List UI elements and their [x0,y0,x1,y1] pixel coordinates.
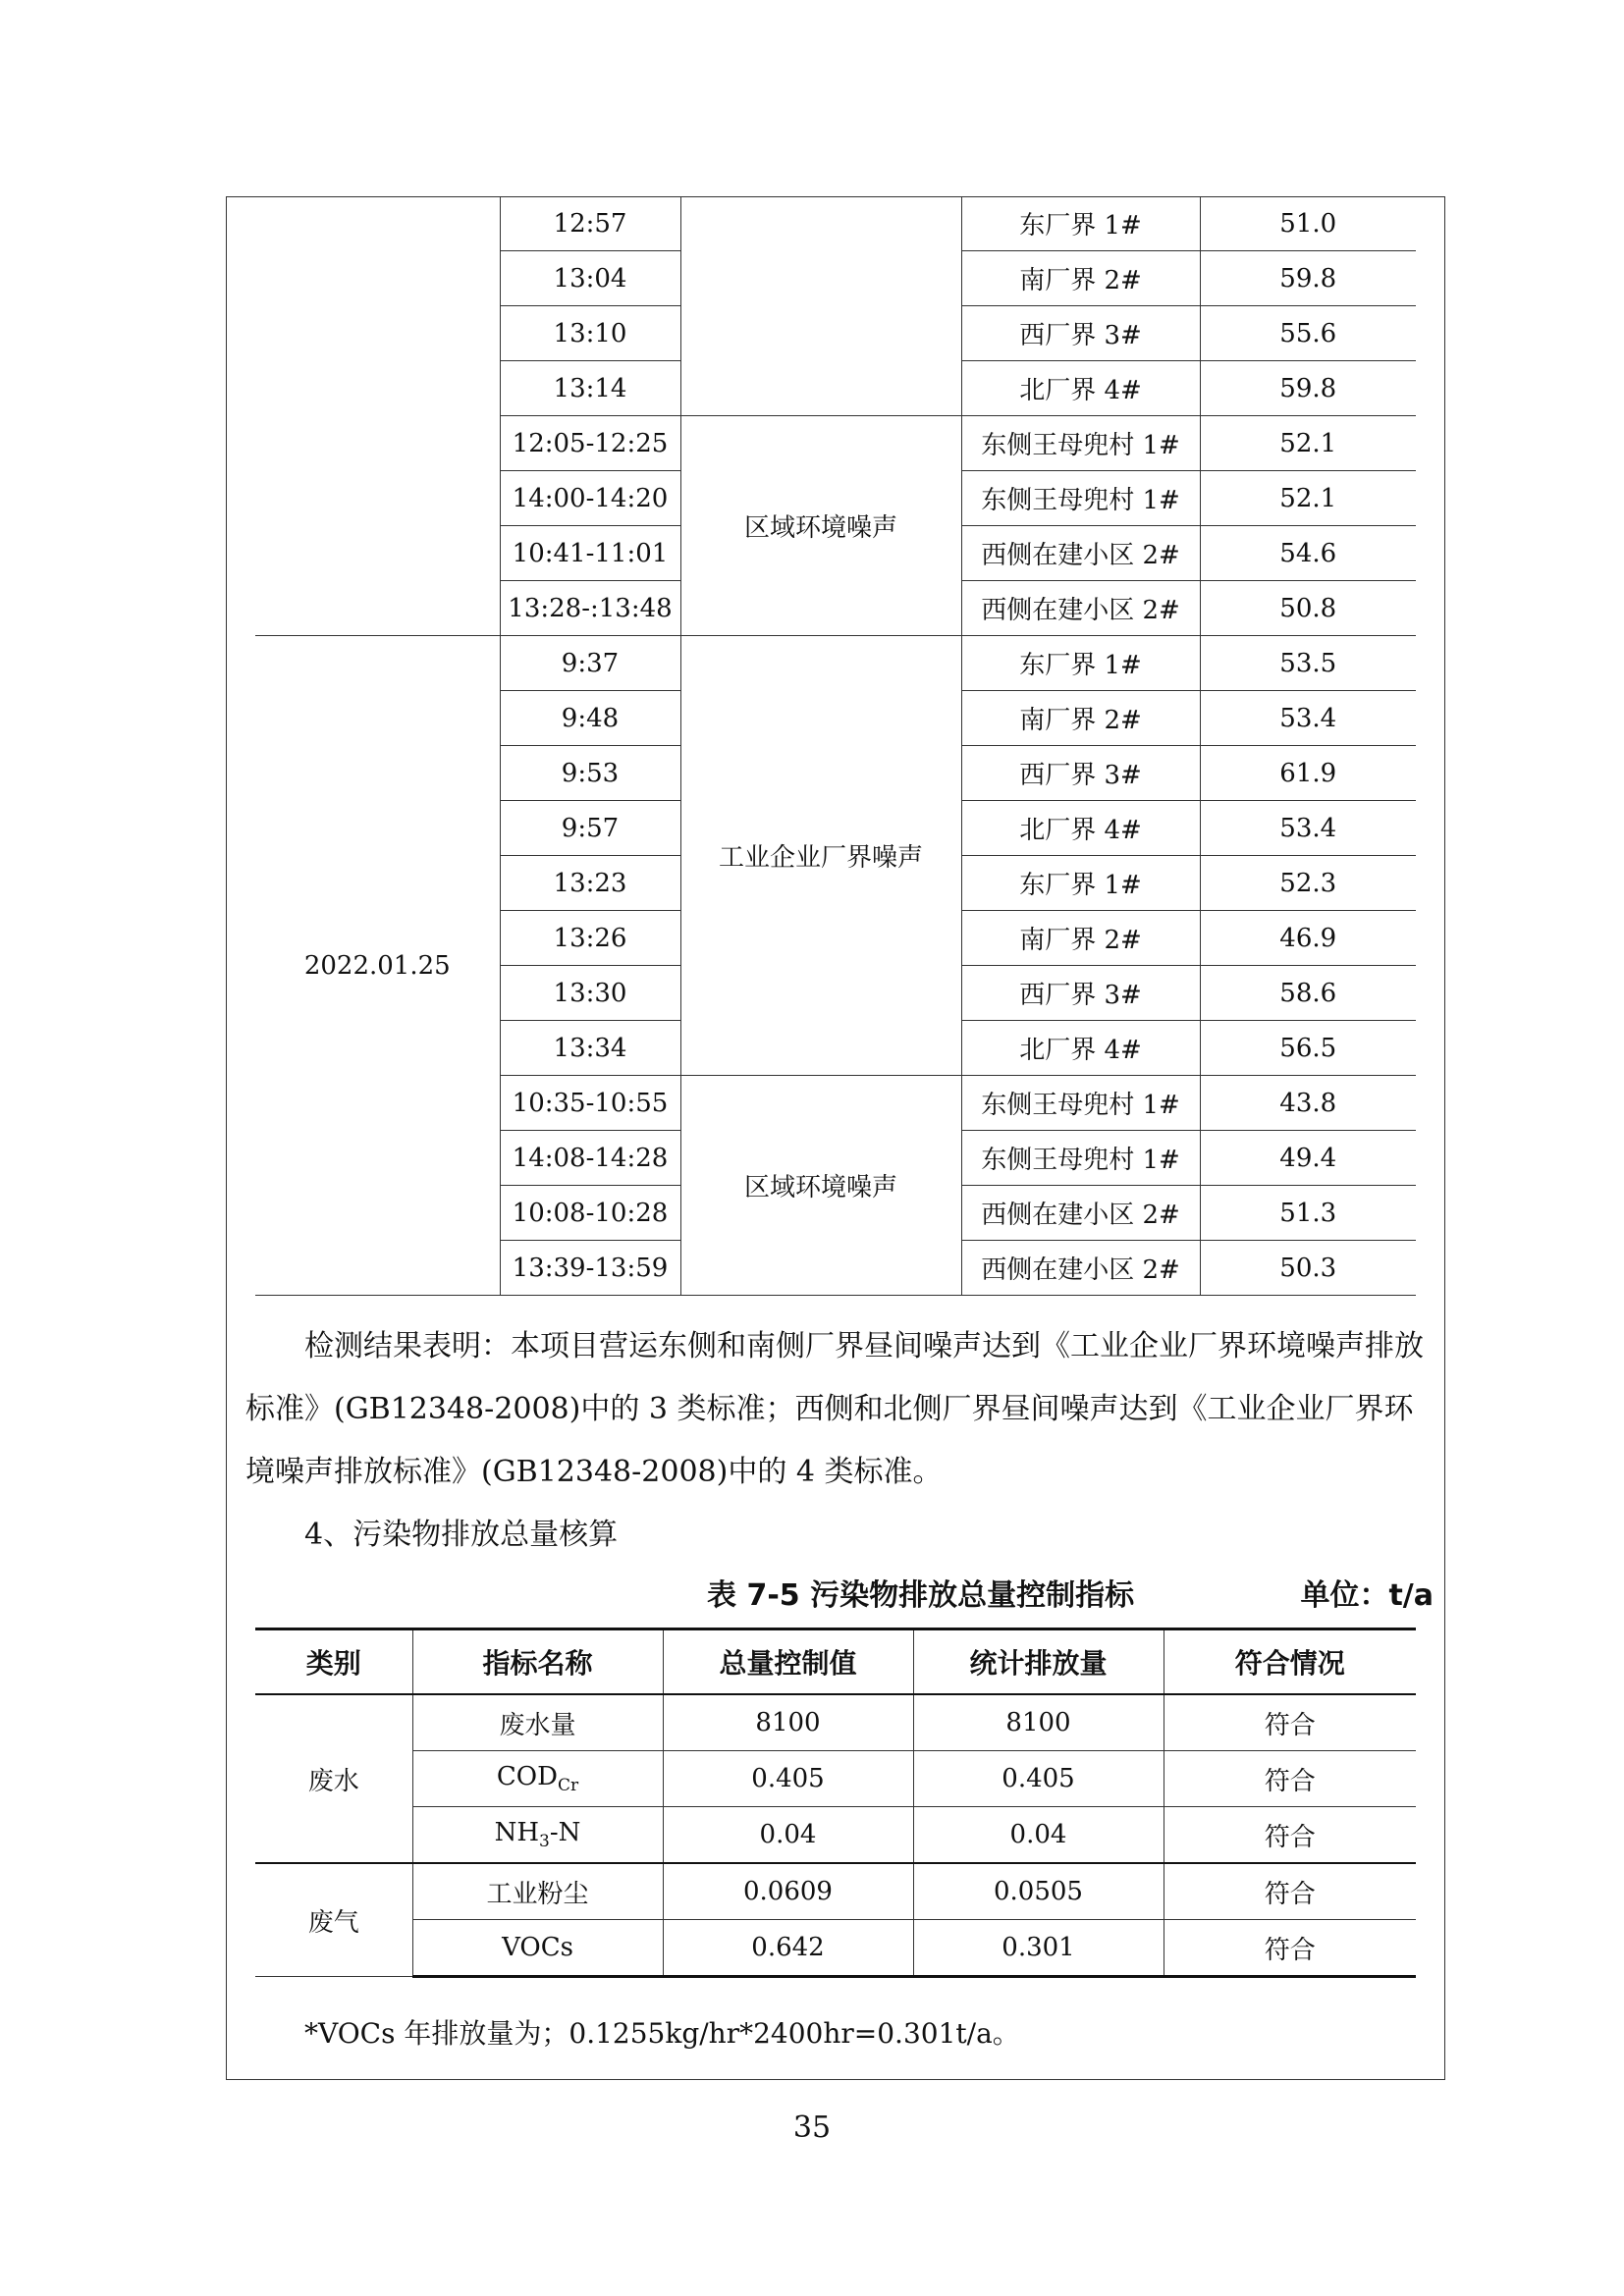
category-cell: 废气 [255,1863,412,1977]
point-cell: 东侧王母兜村 1# [961,1076,1200,1131]
column-header: 总量控制值 [663,1629,913,1695]
time-cell: 13:23 [500,856,680,911]
value-cell: 51.3 [1200,1186,1416,1241]
status-cell: 符合 [1164,1751,1416,1807]
limit-cell: 0.642 [663,1920,913,1977]
table-row [255,1751,1416,1807]
value-cell: 49.4 [1200,1131,1416,1186]
time-cell: 9:53 [500,746,680,801]
table-row [255,1807,1416,1864]
value-cell: 56.5 [1200,1021,1416,1076]
value-cell: 59.8 [1200,361,1416,416]
time-cell: 13:39-13:59 [500,1241,680,1296]
time-cell: 12:05-12:25 [500,416,680,471]
point-cell: 东厂界 1# [961,636,1200,691]
conclusion-paragraph [245,1315,1434,1504]
value-cell: 53.4 [1200,801,1416,856]
point-cell: 南厂界 2# [961,251,1200,306]
point-cell: 西厂界 3# [961,966,1200,1021]
time-cell: 14:08-14:28 [500,1131,680,1186]
noise-type-cell: 工业企业厂界噪声 [680,636,961,1076]
table-row [255,636,1416,691]
point-cell: 东侧王母兜村 1# [961,1131,1200,1186]
point-cell: 西侧在建小区 2# [961,581,1200,636]
indicator-cell: $NH_3-N$ [412,1807,663,1864]
table-row [255,1863,1416,1920]
noise-type-cell [680,196,961,416]
point-cell: 东厂界 1# [961,856,1200,911]
limit-cell: 0.0609 [663,1863,913,1920]
actual-cell: 0.405 [913,1751,1164,1807]
value-cell: 59.8 [1200,251,1416,306]
indicator-cell: $COD_{Cr}$ [412,1751,663,1807]
section-heading [245,1504,1434,1567]
point-cell: 东厂界 1# [961,196,1200,251]
time-cell: 14:00-14:20 [500,471,680,526]
value-cell: 53.5 [1200,636,1416,691]
point-cell: 西厂界 3# [961,746,1200,801]
table-title: 表 7-5 污染物排放总量控制指标 [707,1578,1135,1613]
point-cell: 西侧在建小区 2# [961,1241,1200,1296]
noise-type-cell: 区域环境噪声 [680,1076,961,1296]
status-cell: 符合 [1164,1920,1416,1977]
table-row [255,196,1416,251]
indicator-cell: 废水量 [412,1694,663,1751]
footnote: *VOCs 年排放量为；0.1255kg/hr*2400hr=0.301t/a。 [304,2017,1020,2050]
status-cell: 符合 [1164,1807,1416,1864]
value-cell: 61.9 [1200,746,1416,801]
point-cell: 北厂界 4# [961,361,1200,416]
status-cell: 符合 [1164,1694,1416,1751]
time-cell: 13:34 [500,1021,680,1076]
value-cell: 58.6 [1200,966,1416,1021]
date-cell [255,196,500,636]
table-header-row [255,1629,1416,1695]
point-cell: 北厂界 4# [961,1021,1200,1076]
status-cell: 符合 [1164,1863,1416,1920]
indicator-cell: VOCs [412,1920,663,1977]
value-cell: 50.3 [1200,1241,1416,1296]
time-cell: 13:10 [500,306,680,361]
time-cell: 9:37 [500,636,680,691]
value-cell: 52.3 [1200,856,1416,911]
page-number: 35 [792,2110,832,2145]
time-cell: 10:41-11:01 [500,526,680,581]
noise-monitoring-table [255,196,1416,1296]
conclusion-text: 检测结果表明：本项目营运东侧和南侧厂界昼间噪声达到《工业企业厂界环境噪声排放标准》(GB12348-2008)中的 3 类标准；西侧和北侧厂界昼间噪声达到《工业企业厂界环境噪声排放标准》(GB12348-2008)中的 4 类标准。 [245,1329,1424,1489]
point-cell: 南厂界 2# [961,691,1200,746]
value-cell: 51.0 [1200,196,1416,251]
value-cell: 52.1 [1200,471,1416,526]
emission-totals-table [255,1628,1416,1978]
point-cell: 西侧在建小区 2# [961,526,1200,581]
table-unit: 单位：t/a [1300,1578,1434,1613]
value-cell: 53.4 [1200,691,1416,746]
time-cell: 10:08-10:28 [500,1186,680,1241]
column-header: 指标名称 [412,1629,663,1695]
date-cell: 2022.01.25 [255,636,500,1296]
time-cell: 13:04 [500,251,680,306]
actual-cell: 8100 [913,1694,1164,1751]
column-header: 统计排放量 [913,1629,1164,1695]
value-cell: 43.8 [1200,1076,1416,1131]
value-cell: 50.8 [1200,581,1416,636]
point-cell: 南厂界 2# [961,911,1200,966]
actual-cell: 0.04 [913,1807,1164,1864]
value-cell: 52.1 [1200,416,1416,471]
point-cell: 东侧王母兜村 1# [961,471,1200,526]
time-cell: 13:28-:13:48 [500,581,680,636]
column-header: 类别 [255,1629,412,1695]
time-cell: 13:26 [500,911,680,966]
actual-cell: 0.0505 [913,1863,1164,1920]
limit-cell: 0.405 [663,1751,913,1807]
point-cell: 北厂界 4# [961,801,1200,856]
time-cell: 9:48 [500,691,680,746]
point-cell: 西侧在建小区 2# [961,1186,1200,1241]
noise-type-cell: 区域环境噪声 [680,416,961,636]
table-row [255,1694,1416,1751]
value-cell: 46.9 [1200,911,1416,966]
time-cell: 13:14 [500,361,680,416]
time-cell: 9:57 [500,801,680,856]
table-row [255,1920,1416,1977]
time-cell: 10:35-10:55 [500,1076,680,1131]
category-cell: 废水 [255,1694,412,1863]
value-cell: 55.6 [1200,306,1416,361]
column-header: 符合情况 [1164,1629,1416,1695]
actual-cell: 0.301 [913,1920,1164,1977]
value-cell: 54.6 [1200,526,1416,581]
time-cell: 13:30 [500,966,680,1021]
point-cell: 东侧王母兜村 1# [961,416,1200,471]
limit-cell: 8100 [663,1694,913,1751]
section-heading-text: 4、污染物排放总量核算 [304,1518,619,1552]
time-cell: 12:57 [500,196,680,251]
limit-cell: 0.04 [663,1807,913,1864]
point-cell: 西厂界 3# [961,306,1200,361]
indicator-cell: 工业粉尘 [412,1863,663,1920]
